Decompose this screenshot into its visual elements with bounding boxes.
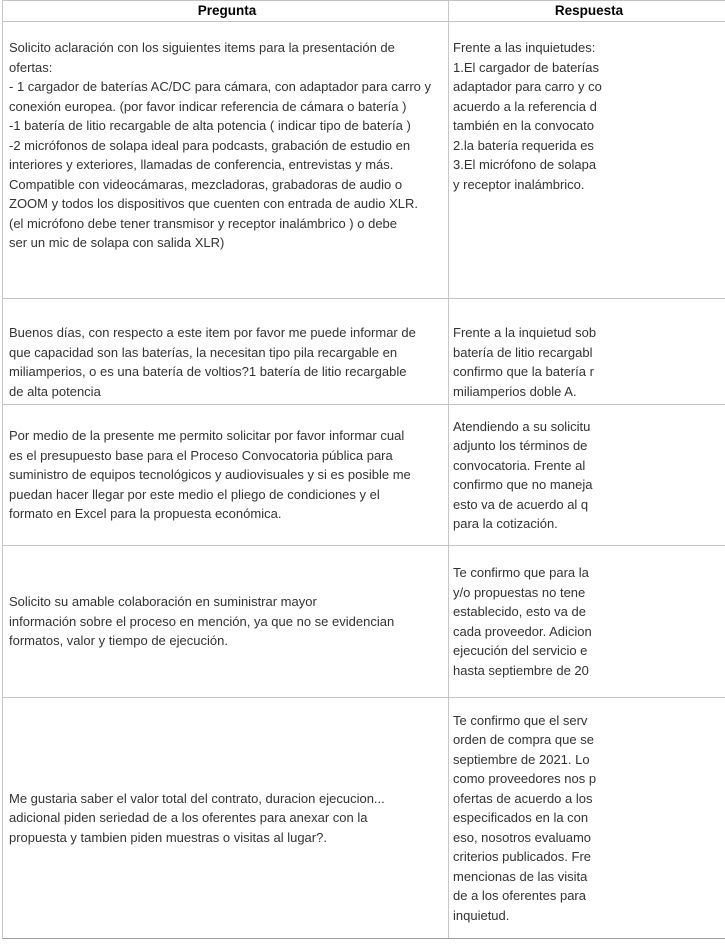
text-line: de a los oferentes para <box>453 888 586 904</box>
text-line: Te confirmo que para la <box>453 565 589 580</box>
text-line: (el micrófono debe tener transmisor y receptor inalámbrico ) o debe <box>9 215 398 231</box>
text-line: orden de compra que se <box>453 732 594 748</box>
text-line: -2 micrófonos de solapa ideal para podcasts, grabación de estudio en <box>9 137 411 153</box>
text-line: suministro de equipos tecnológicos y audiovisuales y si es posible me <box>9 467 411 483</box>
text-line: es el presupuesto base para el Proceso Convocatoria pública para <box>9 447 393 463</box>
text-line: hasta septiembre de 20 <box>453 662 589 678</box>
text-line: septiembre de 2021. Lo <box>453 751 590 767</box>
table-row <box>3 405 725 546</box>
text-line: conexión europea. (por favor indicar referencia de cámara o batería ) <box>9 98 407 114</box>
text-line: confirmo que no maneja <box>453 477 593 492</box>
text-line: acuerdo a la referencia d <box>453 98 597 114</box>
table-row <box>3 546 725 698</box>
text-line: como proveedores nos p <box>453 771 597 787</box>
text-line: adaptador para carro y co <box>453 79 602 94</box>
text-line: mencionas de las visita <box>453 868 588 884</box>
text-line: miliamperios doble A. <box>453 383 577 399</box>
text-line: Frente a la inquietud sob <box>453 325 597 340</box>
text-line: Solicito su amable colaboración en suministrar mayor <box>9 594 317 610</box>
text-line: formatos, valor y tiempo de ejecución. <box>9 633 228 649</box>
text-line: -1 batería de litio recargable de alta potencia ( indicar tipo de batería ) <box>9 118 411 133</box>
column-header-respuesta <box>449 1 725 21</box>
text-line: adicional piden seriedad de a los oferentes para anexar con la <box>9 810 368 826</box>
text-line: ZOOM y todos los dispositivos que cuenten con entrada de audio XLR. <box>9 196 419 211</box>
text-line: Buenos días, con respecto a este item por favor me puede informar de <box>9 325 416 340</box>
text-line: esto va de acuerdo al q <box>453 496 589 512</box>
table-cell-respuesta <box>449 698 725 938</box>
text-line: ofertas de acuerdo a los <box>453 790 593 806</box>
table-cell-respuesta <box>449 405 725 545</box>
text-line: Atendiendo a su solicitu <box>453 418 591 434</box>
text-line: Frente a las inquietudes: <box>453 40 596 55</box>
table-cell-pregunta <box>3 22 449 298</box>
text-line: formato en Excel para la propuesta económica. <box>9 506 282 522</box>
table-row <box>3 698 725 938</box>
text-line: y/o propuestas no tene <box>453 584 586 600</box>
table-row <box>3 299 725 405</box>
table-row <box>3 22 725 299</box>
text-line: establecido, esto va de <box>453 604 586 619</box>
text-line: interiores y exteriores, llamadas de conferencia, entrevistas y más. <box>9 157 394 172</box>
text-line: y receptor inalámbrico. <box>453 176 585 192</box>
text-line: confirmo que la batería r <box>453 364 594 379</box>
text-line: criterios publicados. Fre <box>453 849 591 865</box>
text-line: adjunto los términos de <box>453 438 588 453</box>
text-line: para la cotización. <box>453 516 558 531</box>
text-line: ser un mic de solapa con salida XLR) <box>9 235 225 250</box>
table-header-row <box>3 1 725 22</box>
text-line: Me gustaria saber el valor total del contrato, duracion ejecucion... <box>9 790 385 806</box>
text-line: Compatible con videocámaras, mezcladoras, grabadoras de audio o <box>9 176 403 192</box>
text-line: 1.El cargador de baterías <box>453 59 599 75</box>
text-line: - 1 cargador de baterías AC/DC para cámara, con adaptador para carro y <box>9 79 431 94</box>
text-line: ejecución del servicio e <box>453 643 588 658</box>
text-line: puedan hacer llegar por este medio el pliego de condiciones y el <box>9 486 380 502</box>
text-line: Solicito aclaración con los siguientes items para la presentación de <box>9 40 395 55</box>
table-cell-respuesta <box>449 546 725 697</box>
text-line: 2.la batería requerida es <box>453 137 594 153</box>
text-line: miliamperios, o es una batería de voltios?1 batería de litio recargable <box>9 364 407 379</box>
text-line: 3.El micrófono de solapa <box>453 157 597 172</box>
table-cell-pregunta <box>3 405 449 545</box>
text-line: Respuesta <box>554 3 624 18</box>
table-cell-pregunta <box>3 698 449 938</box>
text-line: Por medio de la presente me permito solicitar por favor informar cual <box>9 428 405 444</box>
table-cell-pregunta <box>3 299 449 404</box>
text-line: cada proveedor. Adicion <box>453 623 592 639</box>
text-line: Pregunta <box>197 3 257 18</box>
text-line: especificados en la con <box>453 810 589 826</box>
text-line: que capacidad son las baterías, la necesitan tipo pila recargable en <box>9 344 398 360</box>
table-cell-pregunta <box>3 546 449 697</box>
text-line: batería de litio recargabl <box>453 344 593 360</box>
text-line: propuesta y tambien piden muestras o visitas al lugar?. <box>9 829 327 845</box>
text-line: convocatoria. Frente al <box>453 457 586 473</box>
text-line: ofertas: <box>9 59 53 75</box>
text-line: de alta potencia <box>9 383 101 399</box>
text-line: Te confirmo que el serv <box>453 712 588 728</box>
qa-table <box>2 0 725 939</box>
text-line: eso, nosotros evaluamo <box>453 829 592 845</box>
text-line: información sobre el proceso en mención, ya que no se evidencian <box>9 613 395 629</box>
column-header-pregunta <box>3 1 449 21</box>
text-line: inquietud. <box>453 907 510 923</box>
table-cell-respuesta <box>449 299 725 404</box>
table-cell-respuesta <box>449 22 725 298</box>
text-line: también en la convocato <box>453 118 594 133</box>
